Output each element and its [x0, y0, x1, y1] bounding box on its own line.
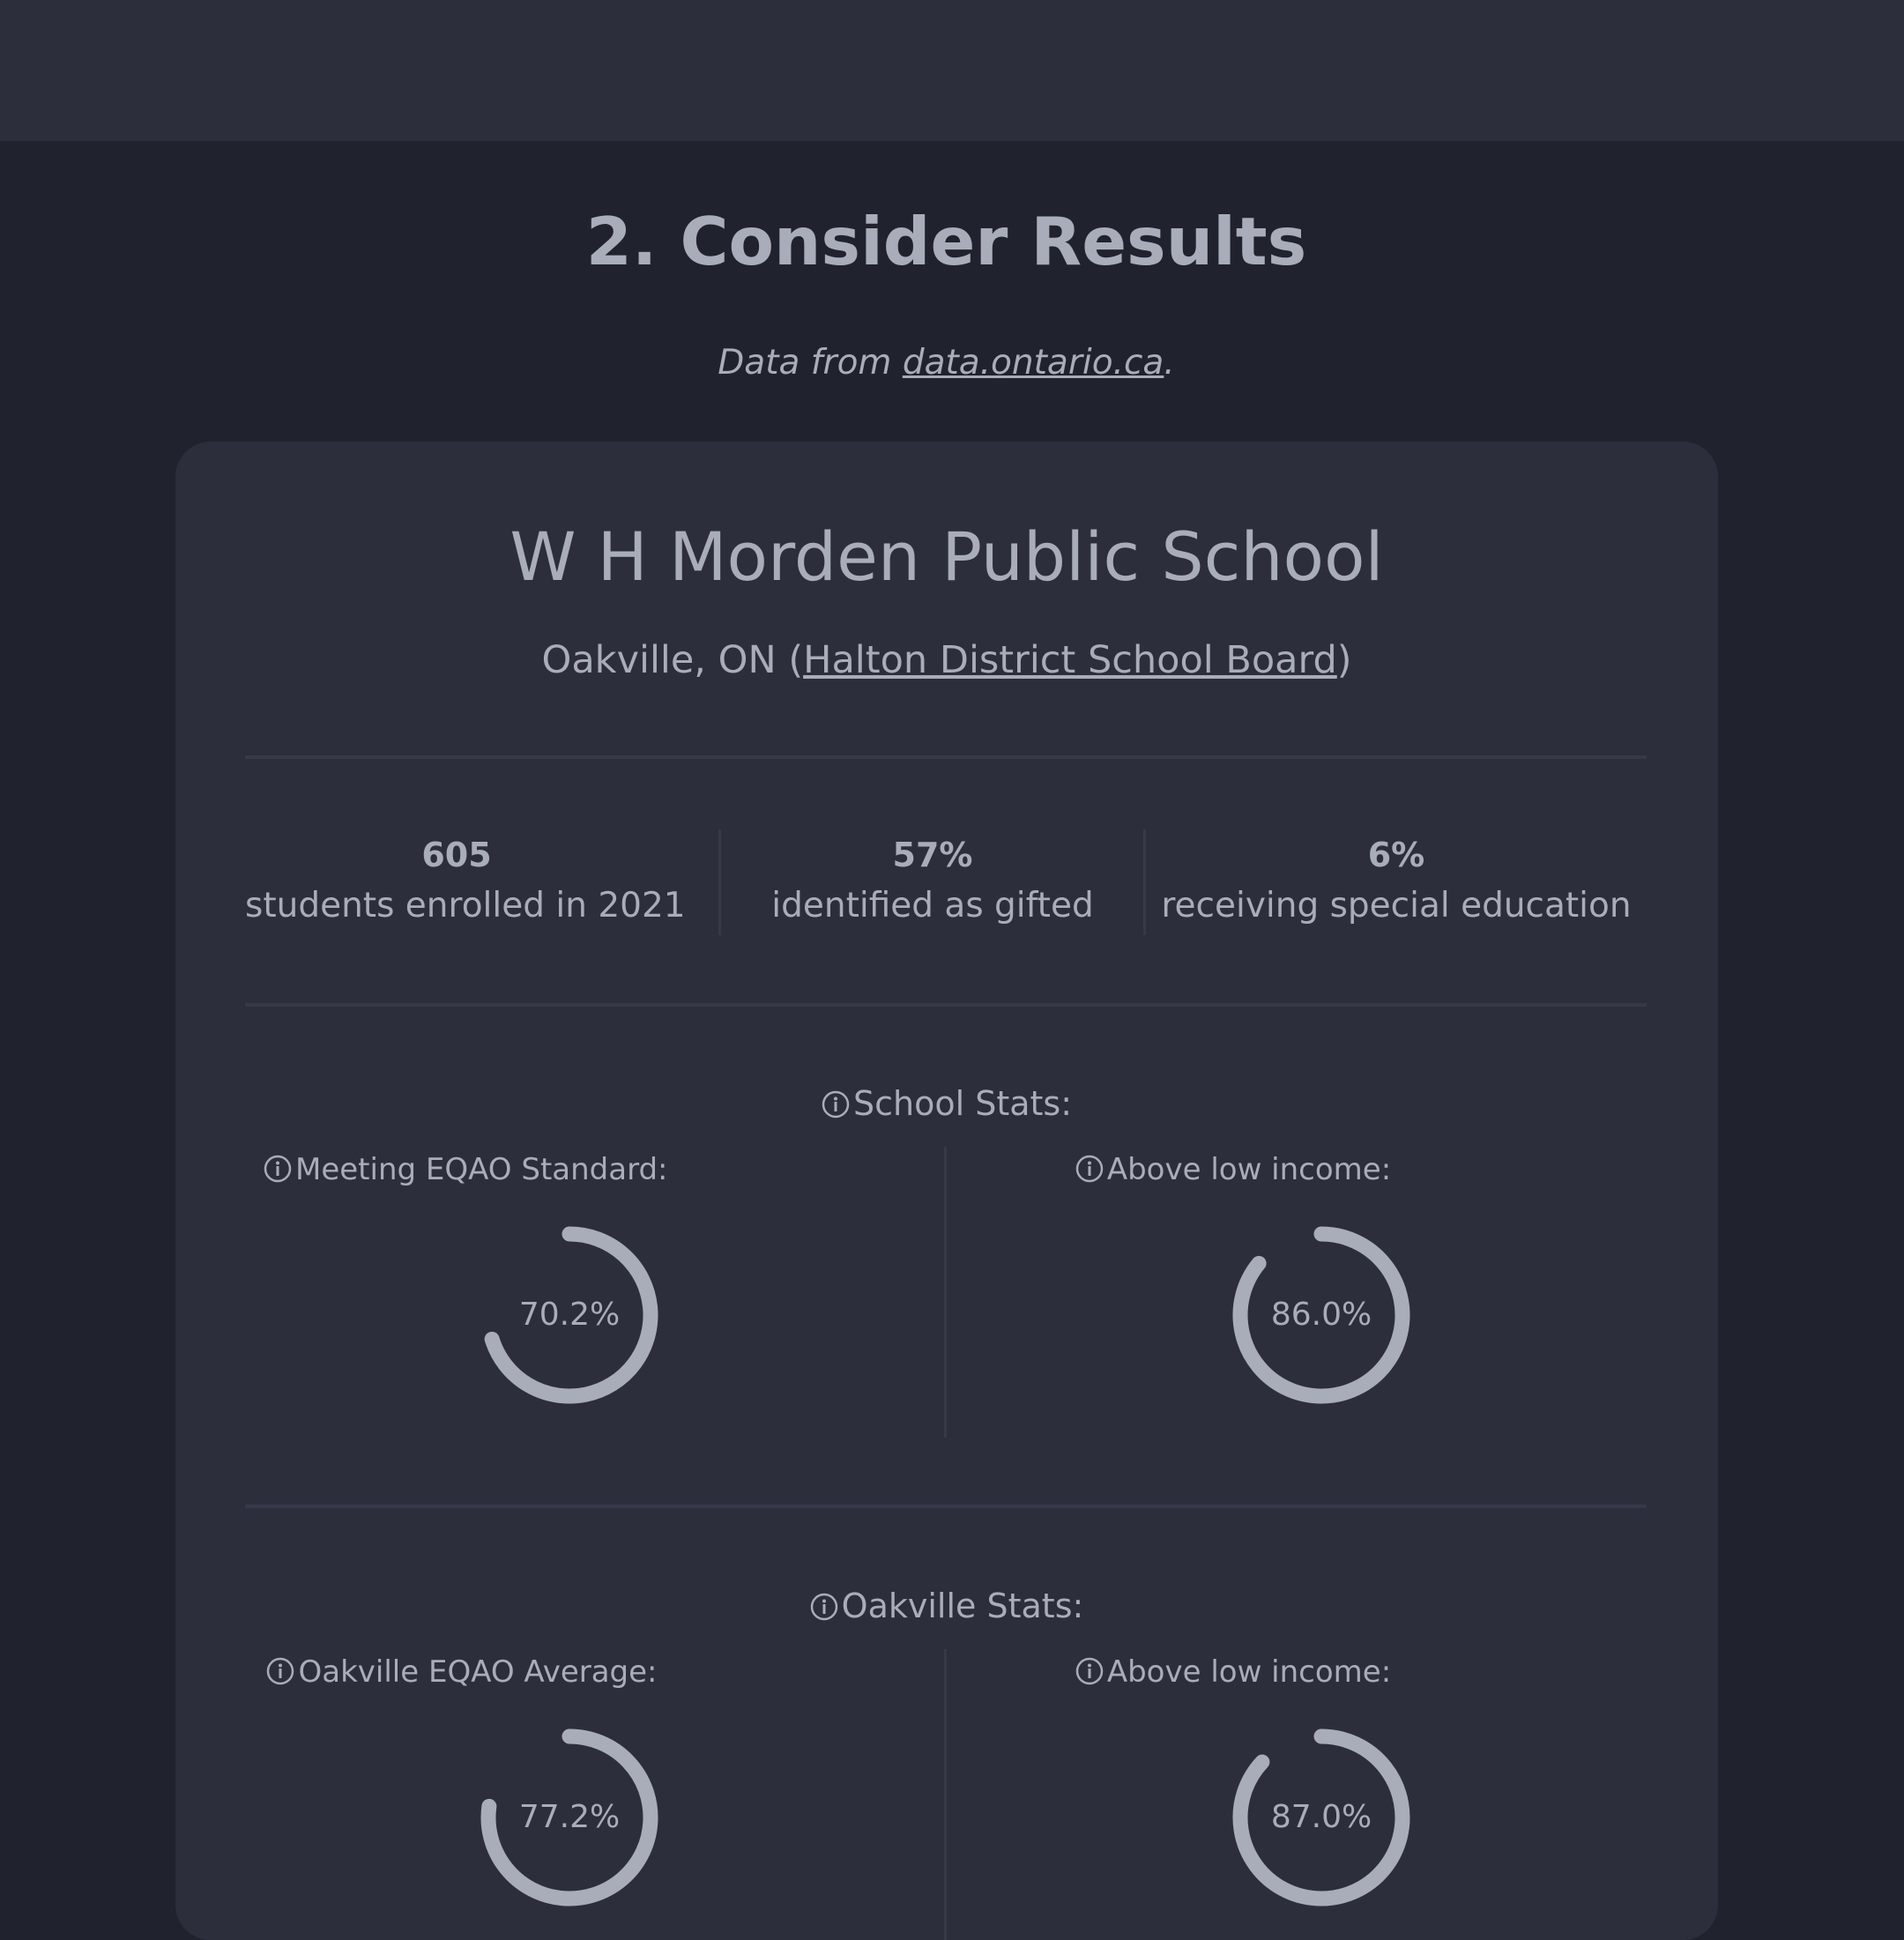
school-stats-label: School Stats: [852, 1084, 1073, 1123]
divider [245, 1003, 1647, 1007]
data-source-suffix: . [1164, 343, 1175, 383]
city-above-low-income-gauge [1229, 1725, 1414, 1910]
fact-value: 57% [892, 836, 973, 874]
stat-label-text: Oakville EQAO Average: [298, 1654, 658, 1690]
info-icon[interactable] [266, 1656, 294, 1684]
school-board-link[interactable]: Halton District School Board [803, 638, 1337, 682]
eqao-standard-label [264, 1150, 668, 1189]
info-icon[interactable] [264, 1154, 292, 1182]
above-low-income-gauge [1229, 1223, 1414, 1408]
fact-label: identified as gifted [771, 886, 1094, 925]
stat-label-text: Meeting EQAO Standard: [295, 1152, 668, 1187]
fact-enrollment [245, 829, 686, 944]
fact-label: students enrolled in 2021 [245, 886, 686, 925]
top-navigation-bar [0, 0, 1904, 141]
above-low-income-label [1035, 1150, 1432, 1189]
data-source-note [0, 341, 1893, 385]
city-above-low-income-label [1035, 1653, 1432, 1691]
divider [245, 755, 1647, 759]
city-eqao-average-label [264, 1653, 660, 1691]
fact-label: receiving special education [1161, 886, 1632, 925]
school-stats-title [175, 1081, 1718, 1126]
gauge-value: 86.0% [1270, 1297, 1372, 1333]
eqao-standard-gauge [477, 1223, 662, 1408]
fact-gifted [721, 829, 1144, 944]
fact-value: 605 [421, 836, 492, 874]
school-location-close: ) [1336, 638, 1352, 682]
divider [245, 1505, 1647, 1508]
info-icon[interactable] [1075, 1656, 1104, 1684]
stats-divider [944, 1649, 947, 1940]
city-stats-label: Oakville Stats: [841, 1587, 1084, 1625]
fact-special-education [1146, 829, 1647, 944]
info-icon[interactable] [810, 1587, 838, 1616]
gauge-value: 77.2% [518, 1799, 621, 1835]
info-icon[interactable] [1075, 1154, 1104, 1182]
city-stats-title [175, 1584, 1718, 1628]
gauge-value: 70.2% [518, 1297, 621, 1333]
fact-value: 6% [1367, 836, 1425, 874]
info-icon[interactable] [822, 1085, 850, 1113]
stat-label-text: Above low income: [1106, 1152, 1392, 1187]
gauge-value: 87.0% [1270, 1799, 1372, 1835]
city-eqao-average-gauge [477, 1725, 662, 1910]
stat-label-text: Above low income: [1106, 1654, 1392, 1690]
data-source-prefix: Data from [718, 343, 903, 383]
stats-divider [944, 1147, 947, 1438]
school-result-card [175, 442, 1718, 1940]
data-source-link[interactable]: data.ontario.ca [902, 343, 1164, 383]
school-facts [245, 829, 1647, 944]
school-location [175, 636, 1718, 685]
school-name: W H Morden Public School [509, 517, 1384, 596]
school-city: Oakville, ON ( [541, 638, 804, 682]
page-title: 2. Consider Results [585, 203, 1307, 280]
